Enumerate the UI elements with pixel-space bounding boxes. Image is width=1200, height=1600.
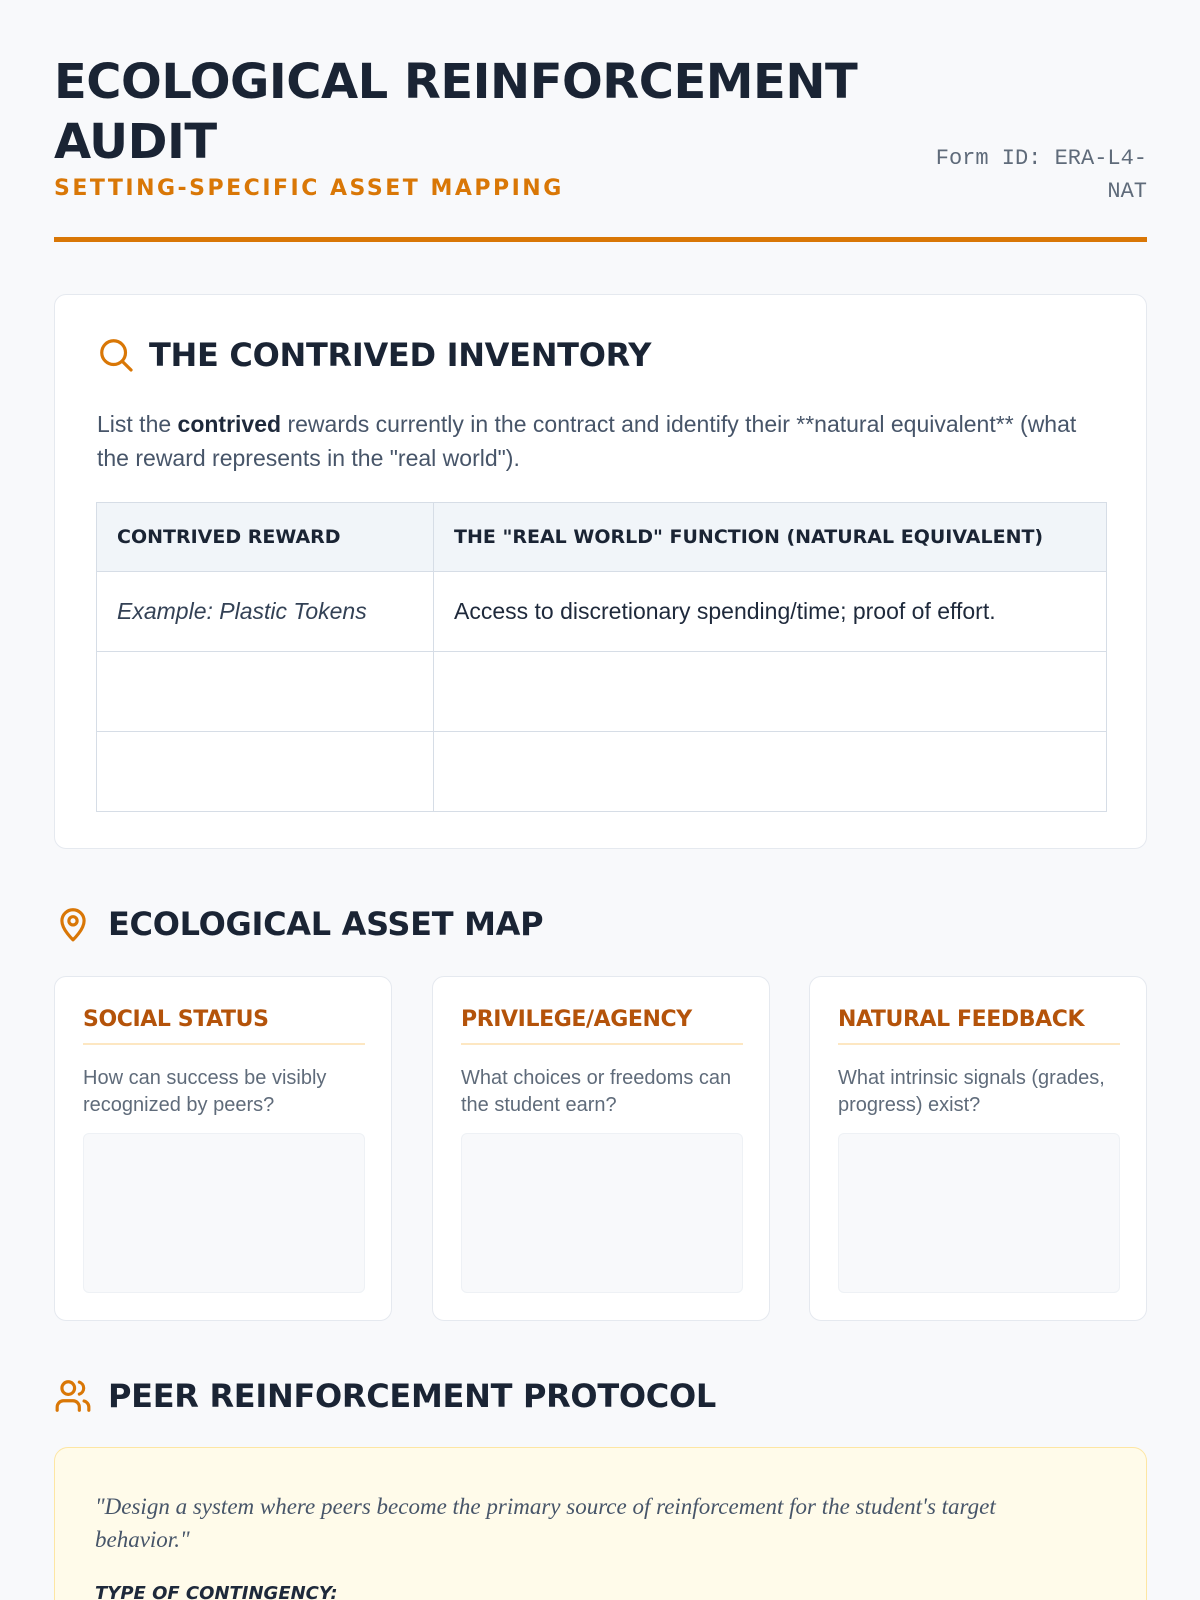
contrived-inventory-header	[97, 335, 651, 375]
contrived-inventory-table	[96, 502, 1107, 812]
form-id: Form ID: ERA-L4-NAT	[935, 146, 1147, 204]
table-cell-empty[interactable]	[97, 652, 434, 732]
table-cell-empty[interactable]	[434, 732, 1107, 812]
table-row	[97, 572, 1107, 652]
asset-answer-box[interactable]	[461, 1133, 743, 1293]
peer-protocol-header	[54, 1377, 716, 1415]
search-icon	[97, 336, 135, 374]
table-header-row	[97, 503, 1107, 572]
asset-card-title: NATURAL FEEDBACK	[838, 1007, 1120, 1045]
asset-answer-box[interactable]	[83, 1133, 365, 1293]
asset-card-question: How can success be visibly recognized by peers?	[83, 1067, 327, 1116]
column-header: THE "REAL WORLD" FUNCTION (NATURAL EQUIVALENT)	[434, 503, 1107, 572]
column-header: CONTRIVED REWARD	[97, 503, 434, 572]
table-row	[97, 652, 1107, 732]
asset-card-question: What intrinsic signals (grades, progress) exist?	[838, 1067, 1105, 1116]
asset-map-heading: ECOLOGICAL ASSET MAP	[108, 905, 544, 943]
asset-card-title: PRIVILEGE/AGENCY	[461, 1007, 743, 1045]
peer-protocol-box	[54, 1447, 1147, 1600]
intro-text-start: List the	[97, 411, 178, 437]
page	[54, 0, 1147, 1600]
contrived-inventory-intro	[97, 407, 1107, 475]
asset-card-title: SOCIAL STATUS	[83, 1007, 365, 1045]
contingency-label: TYPE OF CONTINGENCY:	[95, 1583, 338, 1600]
asset-card-privilege-agency	[432, 976, 770, 1321]
header	[54, 0, 1147, 242]
asset-card-natural-feedback	[809, 976, 1147, 1321]
contrived-inventory-heading: THE CONTRIVED INVENTORY	[149, 336, 652, 374]
page-subtitle: SETTING-SPECIFIC ASSET MAPPING	[54, 176, 564, 201]
asset-map-header	[54, 905, 543, 943]
users-icon	[54, 1377, 92, 1415]
peer-protocol-heading: PEER REINFORCEMENT PROTOCOL	[108, 1377, 716, 1415]
peer-protocol-quote: "Design a system where peers become the primary source of reinforcement for the student's target behavior."	[95, 1494, 996, 1552]
asset-card-social-status	[54, 976, 392, 1321]
asset-card-question: What choices or freedoms can the student earn?	[461, 1067, 732, 1116]
asset-answer-box[interactable]	[838, 1133, 1120, 1293]
table-cell-empty[interactable]	[434, 652, 1107, 732]
intro-text-end: rewards currently in the contract and identify their **natural equivalent** (what the reward represents in the "real world").	[97, 411, 1077, 471]
table-cell-empty[interactable]	[97, 732, 434, 812]
table-cell: Example: Plastic Tokens	[97, 572, 434, 652]
page-title: ECOLOGICAL REINFORCEMENT AUDIT	[54, 54, 858, 170]
intro-text-bold: contrived	[177, 411, 282, 437]
table-cell: Access to discretionary spending/time; proof of effort.	[434, 572, 1107, 652]
map-pin-icon	[54, 905, 92, 943]
contrived-inventory-card	[54, 294, 1147, 849]
table-row	[97, 732, 1107, 812]
